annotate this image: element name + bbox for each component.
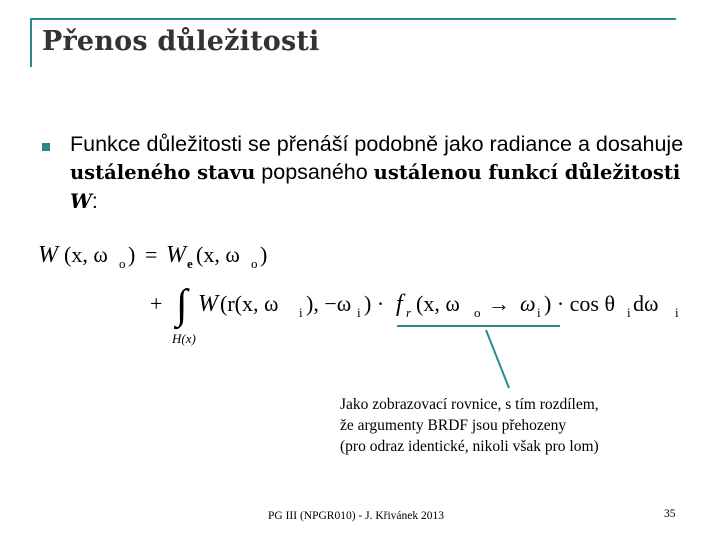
eq-sub-i-4: i <box>627 305 631 320</box>
eq-rhs-sub-e: e <box>187 256 193 271</box>
eq-arg2c: ) · cos θ <box>544 291 616 316</box>
eq-arg2: (x, ω <box>416 291 460 316</box>
eq-sub-i-5: i <box>675 305 679 320</box>
eq-rhs-args: (x, ω <box>196 242 240 267</box>
eq-rhs-W: W <box>166 242 186 268</box>
eq-lhs-args: (x, ω <box>64 242 108 267</box>
eq-lhs-W: W <box>38 242 58 268</box>
eq-arrow: → <box>488 291 510 316</box>
eq-f: f <box>396 291 403 317</box>
eq-sub-i-1: i <box>299 305 303 320</box>
eq-int-W: W <box>198 291 218 317</box>
bullet-text-part1: Funkce důležitosti se přenáší podobně jako radiance a dosahuje <box>70 132 684 156</box>
slide-footer: PG III (NPGR010) - J. Křivánek 2013 <box>268 510 444 522</box>
eq-arg1b: ), −ω <box>306 291 352 316</box>
bullet-bold-steady-state: ustáleného stavu <box>70 161 256 184</box>
eq-rhs-close: ) <box>260 242 268 267</box>
note-line-3: (pro odraz identické, nikoli však pro lom) <box>340 438 599 455</box>
eq-integral: ∫ <box>176 282 188 328</box>
eq-plus: + <box>150 291 163 316</box>
eq-equals: = <box>145 242 158 267</box>
bullet-text-part4: : <box>91 189 98 213</box>
note-line-2: že argumenty BRDF jsou přehozeny <box>340 417 567 434</box>
eq-lhs-close: ) <box>128 242 136 267</box>
eq-sub-i-2: i <box>357 305 361 320</box>
bullet-text-part2: popsaného <box>255 160 374 184</box>
callout-note <box>340 394 700 457</box>
bullet-symbol-W: W <box>70 190 92 213</box>
eq-d-omega: dω <box>633 291 659 316</box>
callout-pointer-line <box>486 330 509 388</box>
eq-lhs-sub-o: o <box>119 256 126 271</box>
note-line-1: Jako zobrazovací rovnice, s tím rozdílem, <box>340 396 599 413</box>
eq-rhs-sub-o: o <box>251 256 258 271</box>
eq-omega-i: ω <box>520 291 536 316</box>
eq-sub-r: r <box>406 305 412 320</box>
bullet-bold-steady-function: ustálenou funkcí důležitosti <box>373 161 681 184</box>
eq-arg1: (r(x, ω <box>220 291 279 316</box>
eq-domain-H: H(x) <box>172 331 196 346</box>
page-number: 35 <box>664 508 676 520</box>
slide-title: Přenos důležitosti <box>42 26 320 57</box>
eq-arg1c: ) · <box>364 291 385 316</box>
eq-sub-o: o <box>474 305 481 320</box>
eq-sub-i-3: i <box>537 305 541 320</box>
